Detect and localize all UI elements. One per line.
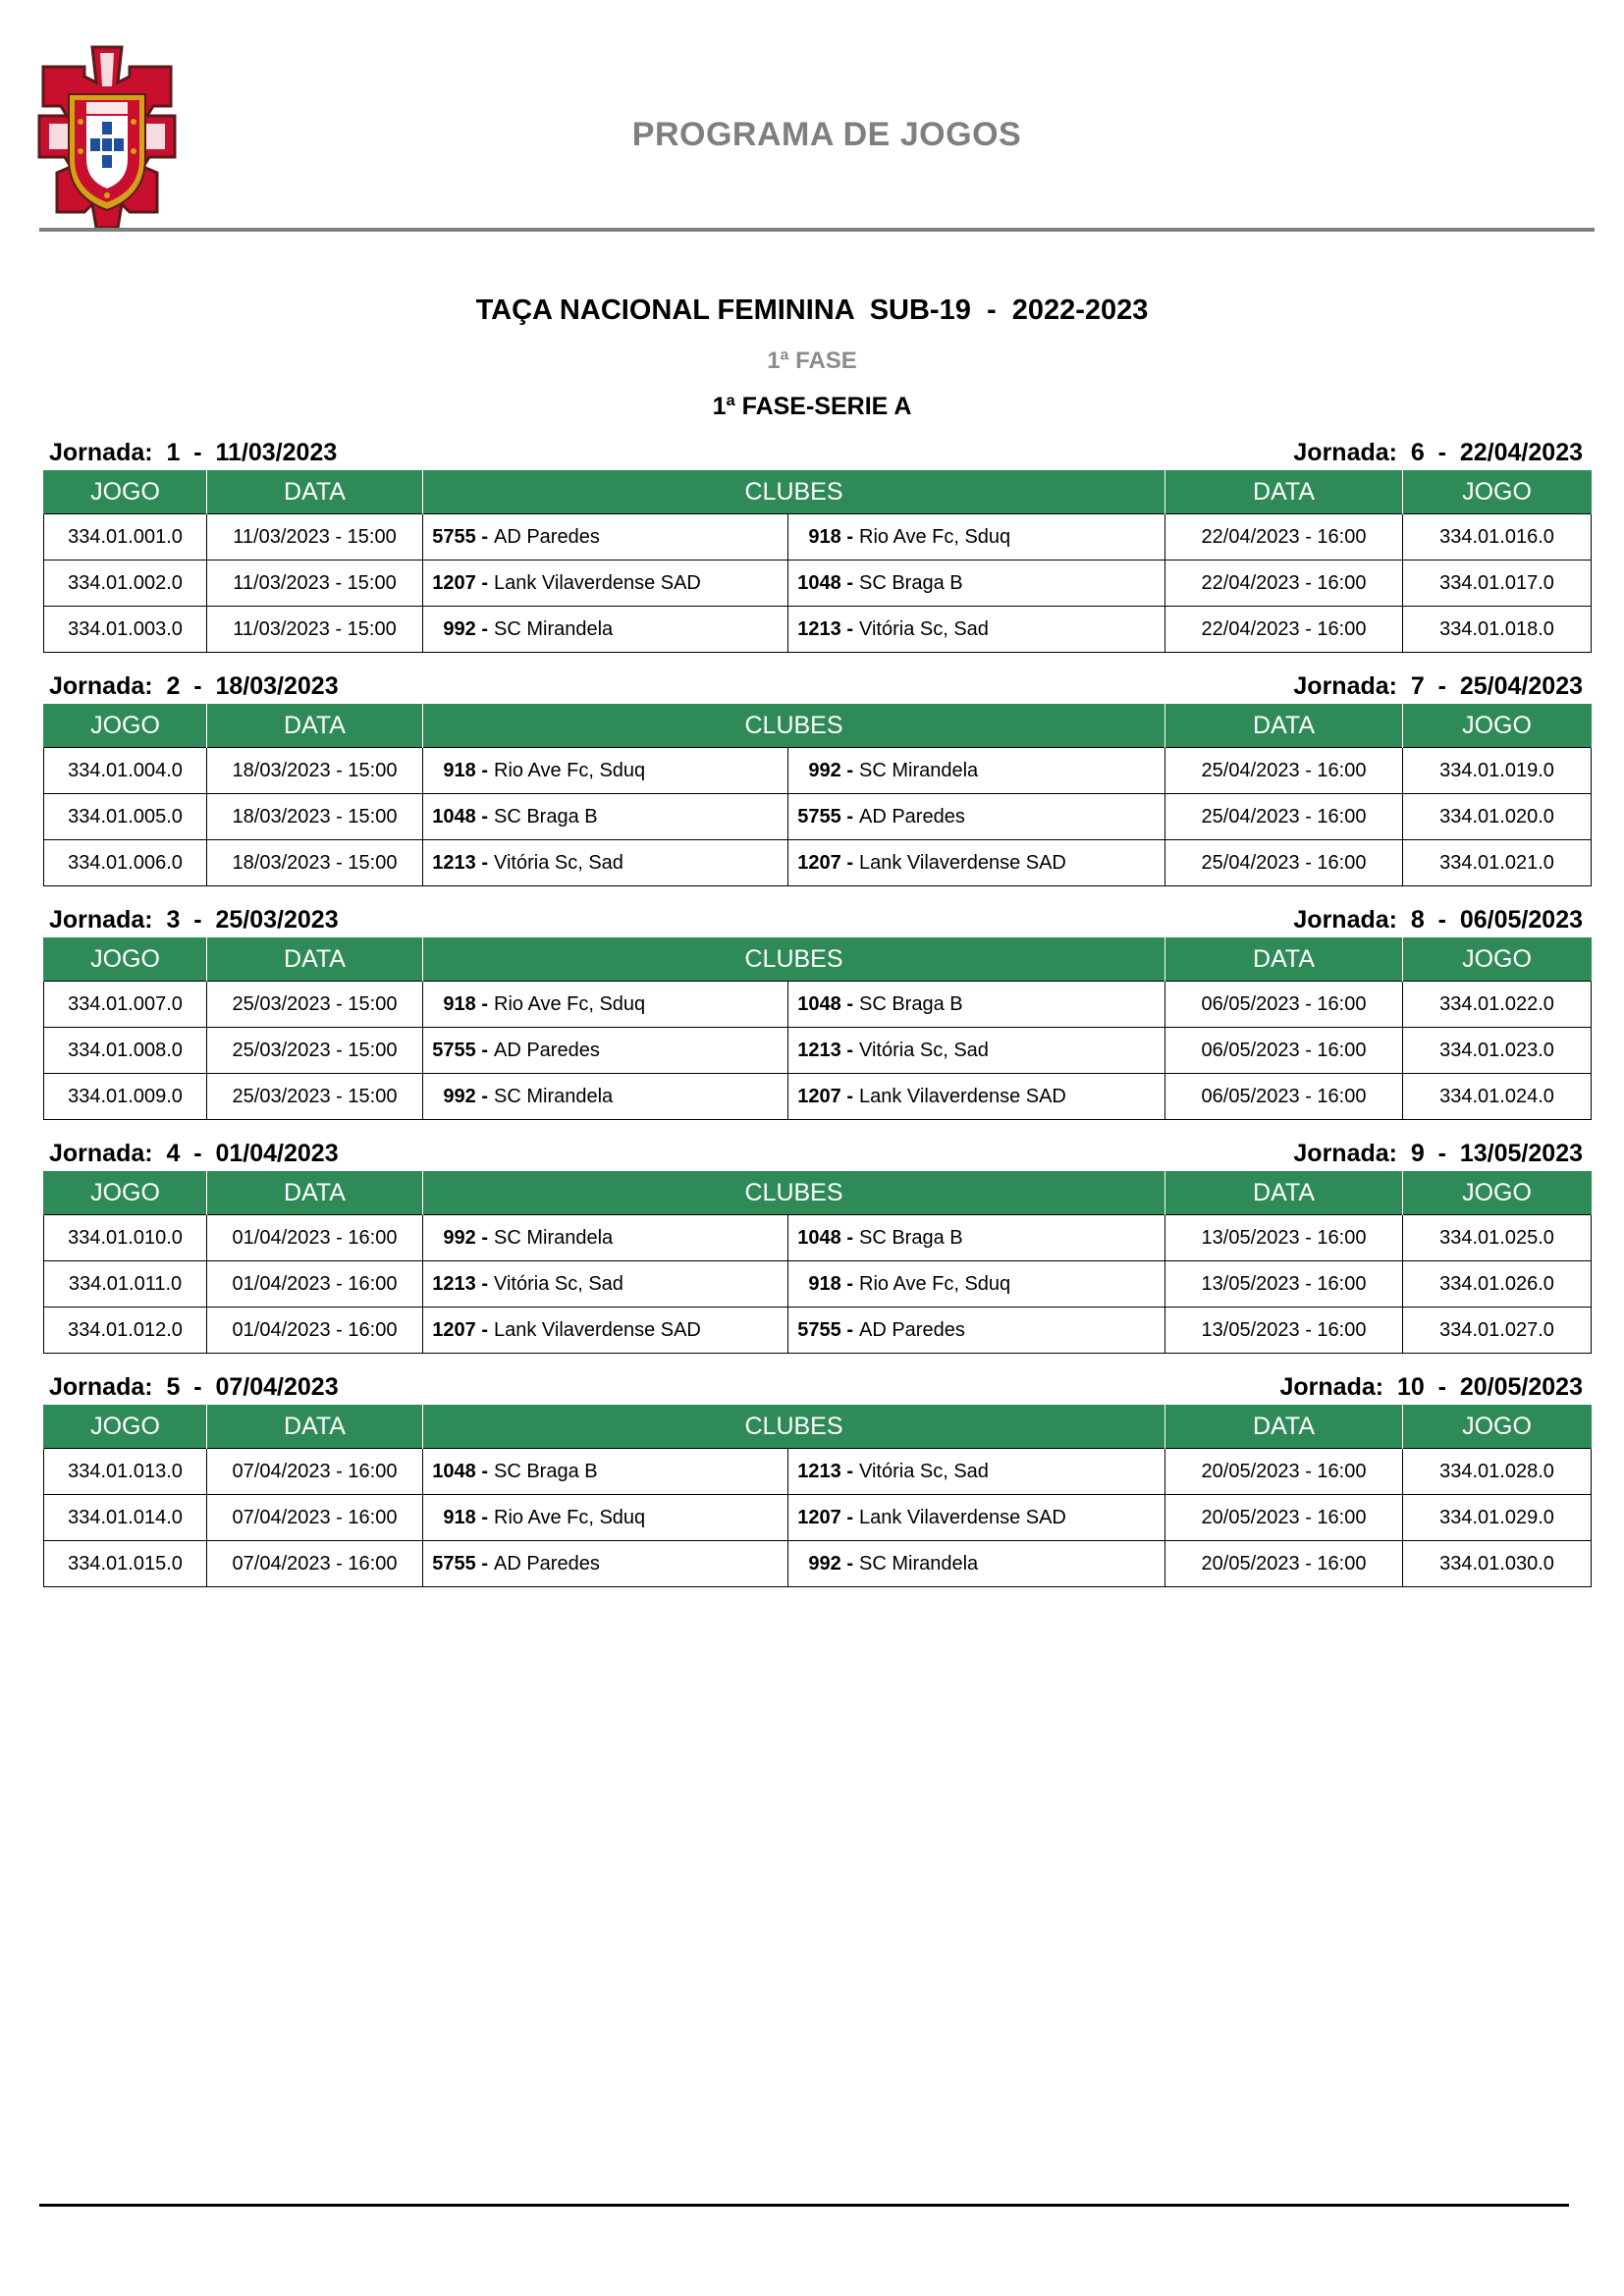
- club-name: AD Paredes: [494, 1552, 600, 1575]
- col-header-data: DATA: [207, 704, 423, 748]
- game-id-first-leg: 334.01.012.0: [44, 1308, 207, 1354]
- table-row: [44, 748, 1592, 794]
- game-id-first-leg: 334.01.013.0: [44, 1449, 207, 1495]
- col-header-clubes: CLUBES: [423, 1405, 1165, 1449]
- club-number: 5755 -: [432, 525, 488, 548]
- date-second-leg: 13/05/2023 - 16:00: [1165, 1308, 1403, 1354]
- jornada-right-label: Jornada: 6 - 22/04/2023: [1293, 439, 1583, 466]
- away-club-cell: [788, 561, 1165, 607]
- game-id-second-leg: 334.01.016.0: [1403, 514, 1592, 561]
- club-number: 5755 -: [432, 1552, 488, 1575]
- home-club-cell: [423, 1308, 788, 1354]
- game-id-first-leg: 334.01.011.0: [44, 1261, 207, 1308]
- fixtures-table: [43, 704, 1592, 886]
- club-number: 1048 -: [797, 1226, 853, 1249]
- club-number: 1213 -: [797, 1039, 853, 1061]
- table-header-row: [44, 704, 1592, 748]
- club-name: SC Braga B: [859, 571, 963, 594]
- table-row: [44, 982, 1592, 1028]
- date-second-leg: 20/05/2023 - 16:00: [1165, 1449, 1403, 1495]
- table-row: [44, 1449, 1592, 1495]
- col-header-data: DATA: [1165, 1171, 1403, 1215]
- club-number: 1048 -: [797, 571, 853, 594]
- date-second-leg: 06/05/2023 - 16:00: [1165, 1074, 1403, 1120]
- home-club-cell: [423, 607, 788, 653]
- club-number: 1207 -: [797, 1085, 853, 1107]
- club-name: Vitória Sc, Sad: [494, 1272, 623, 1295]
- game-id-second-leg: 334.01.025.0: [1403, 1215, 1592, 1261]
- home-club-cell: [423, 840, 788, 886]
- fixtures-table: [43, 937, 1592, 1120]
- jornada-block: [43, 435, 1591, 653]
- home-club-cell: [423, 1541, 788, 1587]
- club-name: SC Braga B: [494, 805, 598, 828]
- home-club-cell: [423, 1074, 788, 1120]
- club-name: Rio Ave Fc, Sduq: [859, 525, 1011, 548]
- club-number: 992 -: [808, 759, 853, 781]
- game-id-second-leg: 334.01.018.0: [1403, 607, 1592, 653]
- date-second-leg: 06/05/2023 - 16:00: [1165, 1028, 1403, 1074]
- game-id-first-leg: 334.01.014.0: [44, 1495, 207, 1541]
- club-number: 1048 -: [432, 1460, 488, 1482]
- jornada-right-label: Jornada: 7 - 25/04/2023: [1293, 672, 1583, 700]
- home-club-cell: [423, 1028, 788, 1074]
- competition-title: TAÇA NACIONAL FEMININA SUB-19 - 2022-2023: [475, 294, 1149, 326]
- away-club-cell: [788, 607, 1165, 653]
- club-number: 1048 -: [432, 805, 488, 828]
- col-header-jogo: JOGO: [1403, 470, 1592, 514]
- club-number: 918 -: [808, 1272, 853, 1295]
- club-name: SC Braga B: [859, 1226, 963, 1249]
- col-header-jogo: JOGO: [1403, 937, 1592, 982]
- away-club-cell: [788, 1541, 1165, 1587]
- away-club-cell: [788, 1449, 1165, 1495]
- game-id-second-leg: 334.01.026.0: [1403, 1261, 1592, 1308]
- header-divider: [39, 228, 1595, 232]
- home-club-cell: [423, 1261, 788, 1308]
- jornada-block: [43, 1136, 1591, 1354]
- table-row: [44, 1308, 1592, 1354]
- fixtures-table: [43, 1405, 1592, 1587]
- table-header-row: [44, 937, 1592, 982]
- home-club-cell: [423, 794, 788, 840]
- club-name: Vitória Sc, Sad: [494, 851, 623, 874]
- jornada-block: [43, 902, 1591, 1120]
- club-name: Vitória Sc, Sad: [859, 1039, 989, 1061]
- club-number: 918 -: [443, 1506, 488, 1528]
- col-header-clubes: CLUBES: [423, 1171, 1165, 1215]
- col-header-data: DATA: [207, 470, 423, 514]
- col-header-data: DATA: [1165, 937, 1403, 982]
- club-name: SC Mirandela: [494, 1085, 614, 1107]
- table-row: [44, 607, 1592, 653]
- jornada-left-label: Jornada: 4 - 01/04/2023: [49, 1140, 339, 1167]
- club-name: SC Mirandela: [494, 617, 614, 640]
- jornada-block: [43, 668, 1591, 886]
- club-number: 918 -: [808, 525, 853, 548]
- club-name: Vitória Sc, Sad: [859, 1460, 989, 1482]
- club-number: 918 -: [443, 992, 488, 1015]
- away-club-cell: [788, 1215, 1165, 1261]
- club-number: 5755 -: [797, 805, 853, 828]
- game-id-first-leg: 334.01.015.0: [44, 1541, 207, 1587]
- table-row: [44, 561, 1592, 607]
- away-club-cell: [788, 1028, 1165, 1074]
- date-second-leg: 20/05/2023 - 16:00: [1165, 1495, 1403, 1541]
- jornada-left-label: Jornada: 1 - 11/03/2023: [49, 439, 338, 466]
- club-name: Rio Ave Fc, Sduq: [494, 992, 646, 1015]
- club-name: Lank Vilaverdense SAD: [859, 1085, 1066, 1107]
- date-second-leg: 06/05/2023 - 16:00: [1165, 982, 1403, 1028]
- game-id-second-leg: 334.01.030.0: [1403, 1541, 1592, 1587]
- table-row: [44, 1028, 1592, 1074]
- date-second-leg: 20/05/2023 - 16:00: [1165, 1541, 1403, 1587]
- game-id-second-leg: 334.01.019.0: [1403, 748, 1592, 794]
- club-number: 1207 -: [432, 571, 488, 594]
- club-number: 992 -: [443, 1085, 488, 1107]
- club-name: Rio Ave Fc, Sduq: [494, 759, 646, 781]
- game-id-second-leg: 334.01.017.0: [1403, 561, 1592, 607]
- home-club-cell: [423, 1449, 788, 1495]
- table-row: [44, 514, 1592, 561]
- home-club-cell: [423, 1495, 788, 1541]
- date-first-leg: 07/04/2023 - 16:00: [207, 1495, 423, 1541]
- club-number: 1048 -: [797, 992, 853, 1015]
- col-header-jogo: JOGO: [44, 1405, 207, 1449]
- date-first-leg: 01/04/2023 - 16:00: [207, 1215, 423, 1261]
- col-header-data: DATA: [207, 1405, 423, 1449]
- club-name: SC Braga B: [494, 1460, 598, 1482]
- club-name: SC Mirandela: [859, 759, 979, 781]
- jornada-right-label: Jornada: 9 - 13/05/2023: [1293, 1140, 1583, 1167]
- col-header-jogo: JOGO: [44, 704, 207, 748]
- game-id-first-leg: 334.01.005.0: [44, 794, 207, 840]
- club-name: Lank Vilaverdense SAD: [494, 1318, 701, 1341]
- date-first-leg: 18/03/2023 - 15:00: [207, 840, 423, 886]
- col-header-jogo: JOGO: [44, 470, 207, 514]
- date-second-leg: 13/05/2023 - 16:00: [1165, 1215, 1403, 1261]
- game-id-second-leg: 334.01.027.0: [1403, 1308, 1592, 1354]
- table-row: [44, 1074, 1592, 1120]
- header-title: PROGRAMA DE JOGOS: [631, 116, 1022, 153]
- fixtures-table: [43, 470, 1592, 653]
- club-name: AD Paredes: [859, 805, 965, 828]
- jornada-block: [43, 1369, 1591, 1587]
- away-club-cell: [788, 514, 1165, 561]
- game-id-second-leg: 334.01.024.0: [1403, 1074, 1592, 1120]
- date-second-leg: 25/04/2023 - 16:00: [1165, 748, 1403, 794]
- club-number: 1207 -: [797, 1506, 853, 1528]
- col-header-data: DATA: [207, 1171, 423, 1215]
- club-name: Lank Vilaverdense SAD: [859, 1506, 1066, 1528]
- table-row: [44, 840, 1592, 886]
- club-number: 1213 -: [432, 1272, 488, 1295]
- game-id-first-leg: 334.01.001.0: [44, 514, 207, 561]
- date-second-leg: 22/04/2023 - 16:00: [1165, 607, 1403, 653]
- col-header-clubes: CLUBES: [423, 704, 1165, 748]
- home-club-cell: [423, 514, 788, 561]
- col-header-data: DATA: [1165, 470, 1403, 514]
- club-number: 992 -: [443, 617, 488, 640]
- col-header-jogo: JOGO: [1403, 704, 1592, 748]
- fixtures-table: [43, 1171, 1592, 1354]
- col-header-data: DATA: [207, 937, 423, 982]
- col-header-clubes: CLUBES: [423, 937, 1165, 982]
- away-club-cell: [788, 794, 1165, 840]
- col-header-jogo: JOGO: [44, 1171, 207, 1215]
- date-first-leg: 18/03/2023 - 15:00: [207, 794, 423, 840]
- game-id-first-leg: 334.01.004.0: [44, 748, 207, 794]
- home-club-cell: [423, 748, 788, 794]
- club-name: AD Paredes: [494, 1039, 600, 1061]
- away-club-cell: [788, 840, 1165, 886]
- game-id-second-leg: 334.01.023.0: [1403, 1028, 1592, 1074]
- club-number: 1213 -: [797, 617, 853, 640]
- date-second-leg: 22/04/2023 - 16:00: [1165, 561, 1403, 607]
- table-header-row: [44, 1405, 1592, 1449]
- game-id-second-leg: 334.01.028.0: [1403, 1449, 1592, 1495]
- date-second-leg: 13/05/2023 - 16:00: [1165, 1261, 1403, 1308]
- game-id-first-leg: 334.01.010.0: [44, 1215, 207, 1261]
- away-club-cell: [788, 982, 1165, 1028]
- jornada-left-label: Jornada: 3 - 25/03/2023: [49, 906, 339, 934]
- club-number: 1207 -: [432, 1318, 488, 1341]
- away-club-cell: [788, 1308, 1165, 1354]
- date-first-leg: 11/03/2023 - 15:00: [207, 607, 423, 653]
- away-club-cell: [788, 1261, 1165, 1308]
- jornada-left-label: Jornada: 5 - 07/04/2023: [49, 1373, 339, 1401]
- game-id-first-leg: 334.01.002.0: [44, 561, 207, 607]
- game-id-second-leg: 334.01.029.0: [1403, 1495, 1592, 1541]
- club-name: AD Paredes: [859, 1318, 965, 1341]
- club-number: 1213 -: [432, 851, 488, 874]
- game-id-first-leg: 334.01.008.0: [44, 1028, 207, 1074]
- table-row: [44, 1215, 1592, 1261]
- club-number: 918 -: [443, 759, 488, 781]
- home-club-cell: [423, 561, 788, 607]
- table-row: [44, 1261, 1592, 1308]
- club-name: Vitória Sc, Sad: [859, 617, 989, 640]
- date-second-leg: 25/04/2023 - 16:00: [1165, 840, 1403, 886]
- date-first-leg: 07/04/2023 - 16:00: [207, 1449, 423, 1495]
- date-first-leg: 01/04/2023 - 16:00: [207, 1308, 423, 1354]
- date-first-leg: 11/03/2023 - 15:00: [207, 561, 423, 607]
- col-header-data: DATA: [1165, 1405, 1403, 1449]
- table-header-row: [44, 470, 1592, 514]
- col-header-jogo: JOGO: [1403, 1405, 1592, 1449]
- date-first-leg: 18/03/2023 - 15:00: [207, 748, 423, 794]
- table-row: [44, 1495, 1592, 1541]
- date-second-leg: 22/04/2023 - 16:00: [1165, 514, 1403, 561]
- jornada-right-label: Jornada: 8 - 06/05/2023: [1293, 906, 1583, 934]
- club-name: Lank Vilaverdense SAD: [494, 571, 701, 594]
- club-number: 1213 -: [797, 1460, 853, 1482]
- game-id-first-leg: 334.01.006.0: [44, 840, 207, 886]
- jornada-right-label: Jornada: 10 - 20/05/2023: [1279, 1373, 1583, 1401]
- col-header-data: DATA: [1165, 704, 1403, 748]
- game-id-first-leg: 334.01.009.0: [44, 1074, 207, 1120]
- home-club-cell: [423, 1215, 788, 1261]
- away-club-cell: [788, 1074, 1165, 1120]
- date-first-leg: 01/04/2023 - 16:00: [207, 1261, 423, 1308]
- club-name: Rio Ave Fc, Sduq: [859, 1272, 1011, 1295]
- game-id-first-leg: 334.01.003.0: [44, 607, 207, 653]
- club-number: 992 -: [808, 1552, 853, 1575]
- col-header-jogo: JOGO: [44, 937, 207, 982]
- home-club-cell: [423, 982, 788, 1028]
- footer-divider: [39, 2204, 1569, 2207]
- club-name: SC Mirandela: [859, 1552, 979, 1575]
- competition-phase: 1ª FASE: [767, 347, 857, 374]
- date-first-leg: 25/03/2023 - 15:00: [207, 982, 423, 1028]
- game-id-second-leg: 334.01.022.0: [1403, 982, 1592, 1028]
- date-second-leg: 25/04/2023 - 16:00: [1165, 794, 1403, 840]
- jornada-left-label: Jornada: 2 - 18/03/2023: [49, 672, 339, 700]
- date-first-leg: 25/03/2023 - 15:00: [207, 1074, 423, 1120]
- club-name: SC Mirandela: [494, 1226, 614, 1249]
- col-header-clubes: CLUBES: [423, 470, 1165, 514]
- club-number: 1207 -: [797, 851, 853, 874]
- club-number: 992 -: [443, 1226, 488, 1249]
- club-name: SC Braga B: [859, 992, 963, 1015]
- table-row: [44, 794, 1592, 840]
- game-id-first-leg: 334.01.007.0: [44, 982, 207, 1028]
- away-club-cell: [788, 748, 1165, 794]
- club-name: Rio Ave Fc, Sduq: [494, 1506, 646, 1528]
- table-row: [44, 1541, 1592, 1587]
- game-id-second-leg: 334.01.020.0: [1403, 794, 1592, 840]
- date-first-leg: 07/04/2023 - 16:00: [207, 1541, 423, 1587]
- col-header-jogo: JOGO: [1403, 1171, 1592, 1215]
- club-name: Lank Vilaverdense SAD: [859, 851, 1066, 874]
- club-number: 5755 -: [797, 1318, 853, 1341]
- competition-serie: 1ª FASE-SERIE A: [712, 393, 912, 420]
- game-id-second-leg: 334.01.021.0: [1403, 840, 1592, 886]
- away-club-cell: [788, 1495, 1165, 1541]
- club-number: 5755 -: [432, 1039, 488, 1061]
- table-header-row: [44, 1171, 1592, 1215]
- club-name: AD Paredes: [494, 525, 600, 548]
- date-first-leg: 25/03/2023 - 15:00: [207, 1028, 423, 1074]
- date-first-leg: 11/03/2023 - 15:00: [207, 514, 423, 561]
